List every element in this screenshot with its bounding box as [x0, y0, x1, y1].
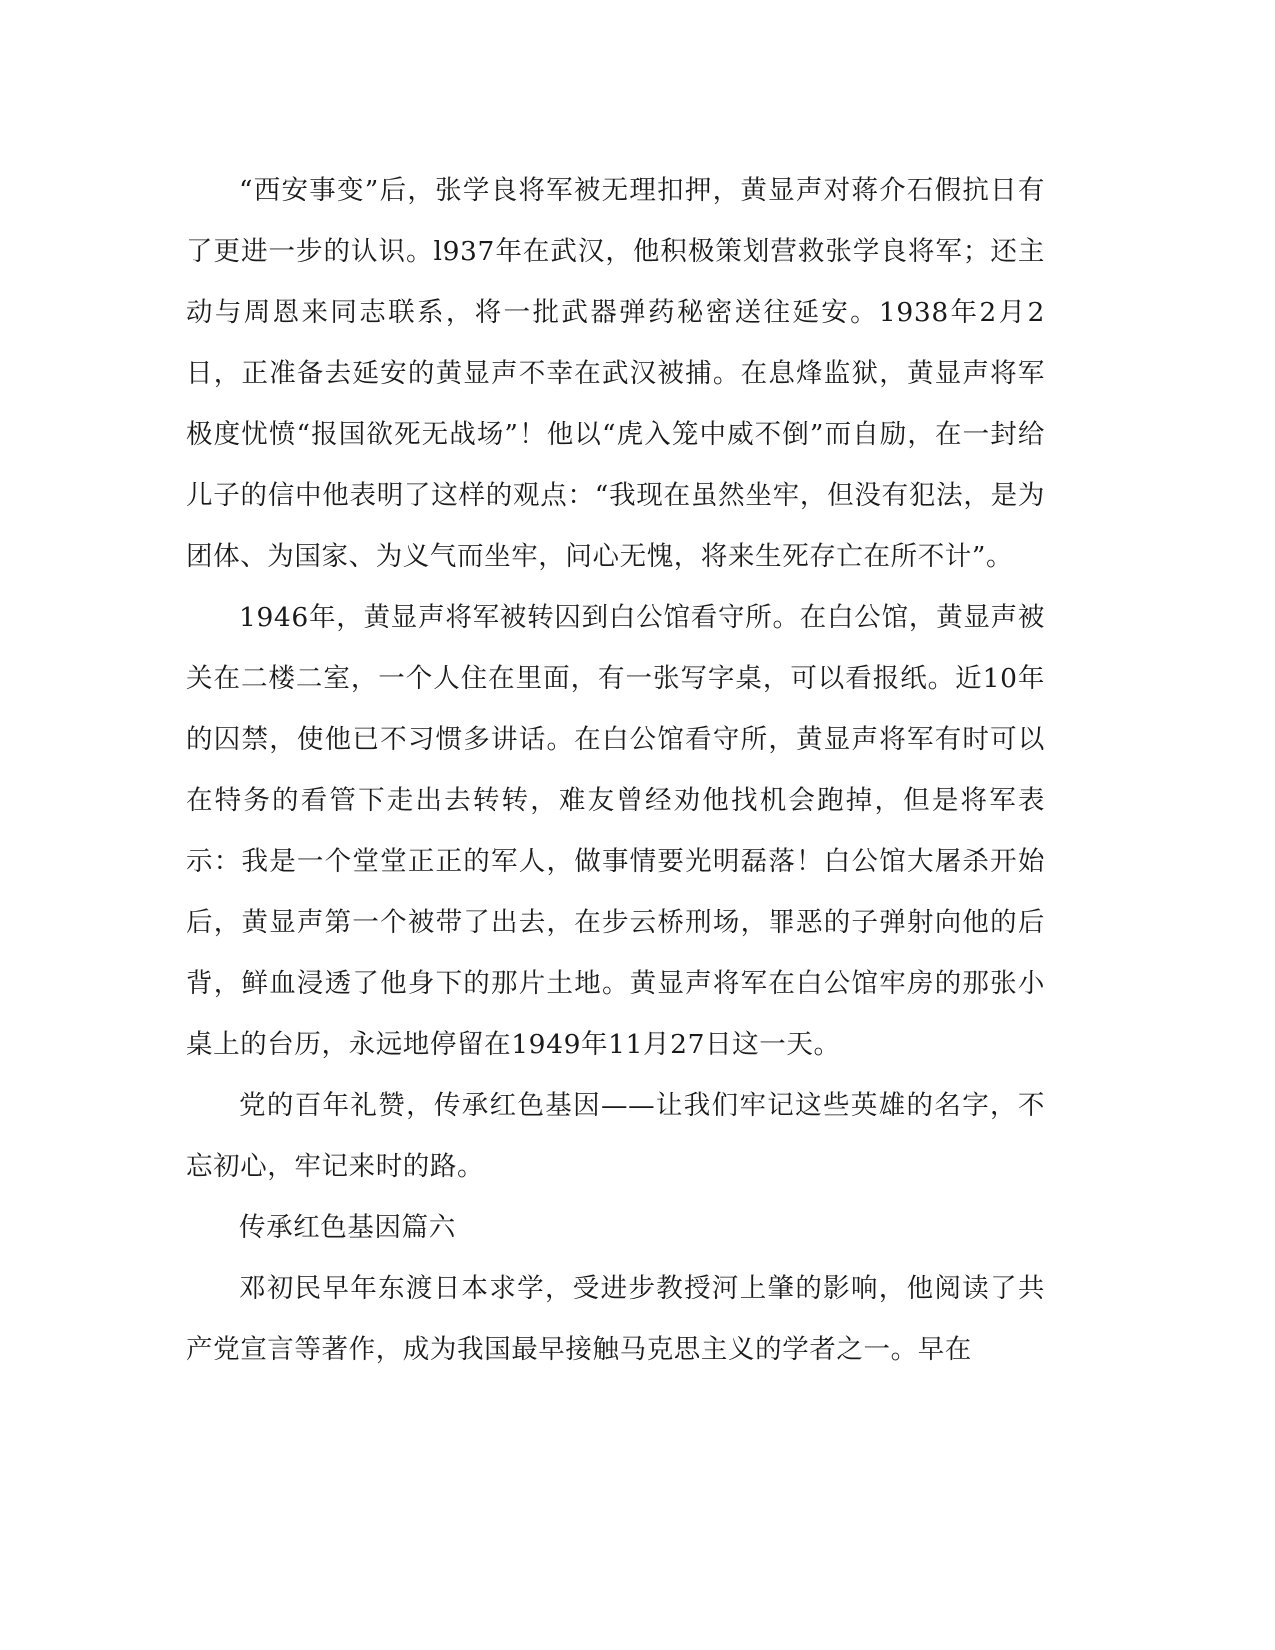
paragraph-deng-chumin: 邓初民早年东渡日本求学，受进步教授河上肇的影响，他阅读了共产党宣言等著作，成为我国最早接触马克思主义的学者之一。早在 [186, 1273, 1045, 1365]
paragraph-centenary-tribute: 党的百年礼赞，传承红色基因——让我们牢记这些英雄的名字，不忘初心，牢记来时的路。 [186, 1090, 1045, 1182]
paragraph-baigongguan: 1946年，黄显声将军被转囚到白公馆看守所。在白公馆，黄显声被关在二楼二室，一个人住在里面，有一张写字桌，可以看报纸。近10年的囚禁，使他已不习惯多讲话。在白公馆看守所，黄显声将军有时可以在特务的看管下走出去转转，难友曾经劝他找机会跑掉，但是将军表示：我是一个堂堂正正的军人，做事情要光明磊落！白公馆大屠杀开始后，黄显声第一个被带了出去，在步云桥刑场，罪恶的子弹射向他的后背，鲜血浸透了他身下的那片土地。黄显声将军在白公馆牢房的那张小桌上的台历，永远地停留在1949年11月27日这一天。 [186, 602, 1045, 1060]
paragraph-huang-xiansheng-arrest: “西安事变”后，张学良将军被无理扣押，黄显声对蒋介石假抗日有了更进一步的认识。l937年在武汉，他积极策划营救张学良将军；还主动与周恩来同志联系，将一批武器弹药秘密送往延安。1938年2月2日，正准备去延安的黄显声不幸在武汉被捕。在息烽监狱，黄显声将军极度忧愤“报国欲死无战场”！他以“虎入笼中威不倒”而自励，在一封给儿子的信中他表明了这样的观点：“我现在虽然坐牢，但没有犯法，是为团体、为国家、为义气而坐牢，问心无愧，将来生死存亡在所不计”。 [186, 175, 1045, 572]
section-heading: 传承红色基因篇六 [239, 1212, 456, 1243]
